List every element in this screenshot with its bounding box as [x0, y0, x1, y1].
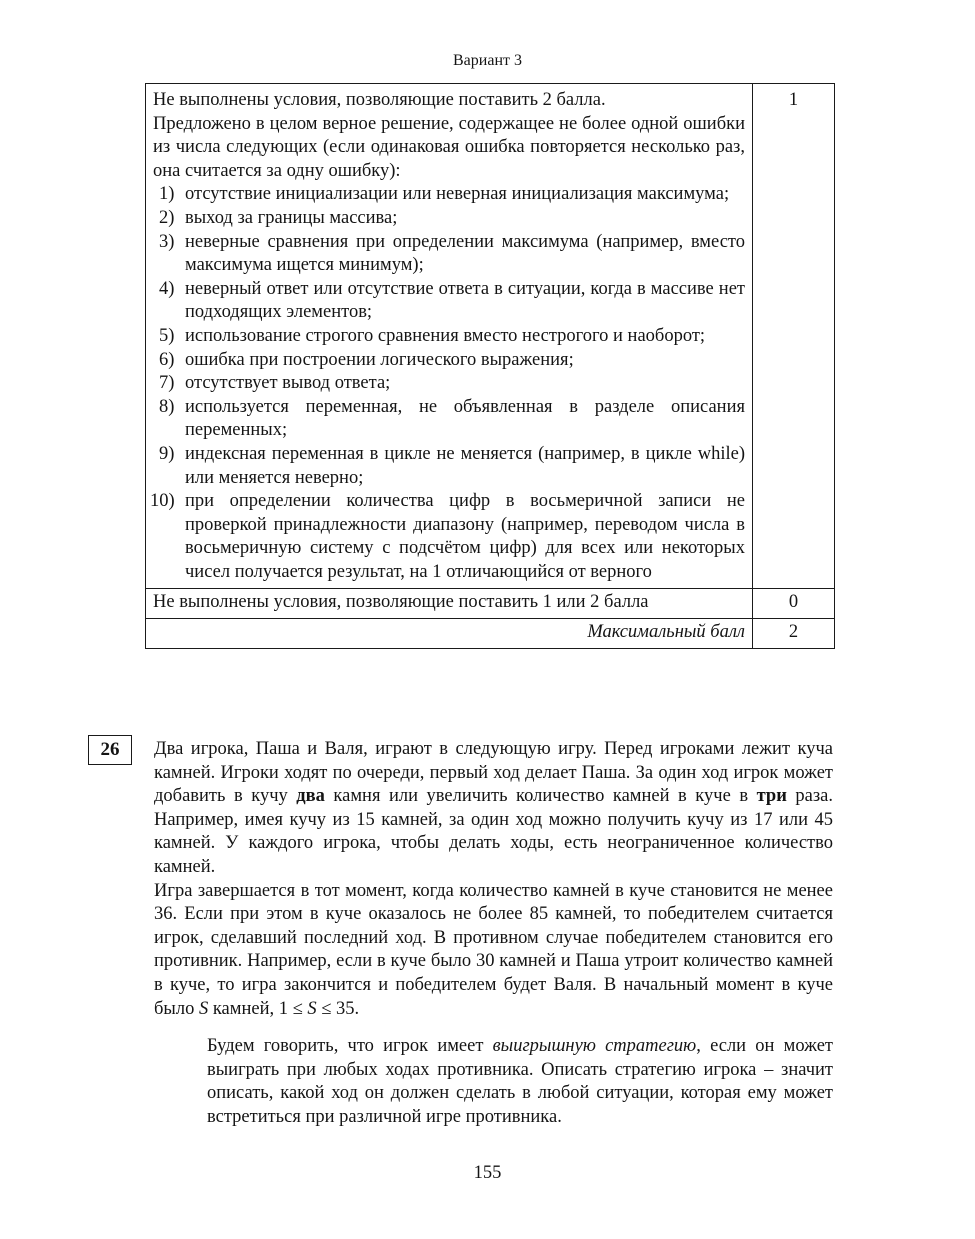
error-number: 8) — [159, 396, 175, 417]
task-paragraph-strategy — [207, 1035, 833, 1129]
error-item — [153, 372, 745, 396]
criteria-row-1-point — [146, 84, 835, 589]
error-number: 5) — [159, 325, 175, 346]
error-number: 10) — [150, 491, 175, 512]
text-run: камней, 1 ≤ — [208, 998, 308, 1019]
task-statement — [154, 738, 833, 1130]
error-list — [150, 183, 745, 584]
error-item — [153, 183, 745, 207]
text-run: Игра завершается в тот момент, когда количество камней в куче становится не менее 36. Если при этом в куче оказалось не более 85 камней, то победителем считается игрок, сделавший последний ход. В противном случае победителем становится его противник. Например, если в куче было 30 камней и Паша утроит количество камней в куче, то игра закончится и победителем будет Валя. В начальный момент в куче было — [154, 880, 833, 1019]
error-item — [153, 278, 745, 325]
error-number: 6) — [159, 349, 175, 370]
variable-s: S — [307, 998, 317, 1019]
page-header: Вариант 3 — [453, 52, 522, 69]
error-text: неверный ответ или отсутствие ответа в ситуации, когда в массиве нет подходящих элементов; — [185, 278, 745, 323]
criteria-description: Не выполнены условия, позволяющие поставить 1 или 2 балла — [146, 589, 753, 619]
error-text: отсутствие инициализации или неверная инициализация максимума; — [185, 184, 730, 205]
error-text: отсутствует вывод ответа; — [185, 373, 391, 394]
error-text: при определении количества цифр в восьмеричной записи не проверкой принадлежности диапазону (например, переводом числа в восьмеричную систему с подсчётом цифр) для всех или некоторых чисел получается результат, на 1 отличающийся от верного — [185, 491, 745, 582]
error-text: используется переменная, не объявленная в разделе описания переменных; — [185, 396, 745, 441]
text-run: раза. Например, имея кучу из 15 камней, за один ход можно получить кучу из 17 или 45 камней. У каждого игрока, чтобы делать ходы, есть неограниченное количество камней. — [154, 786, 833, 877]
error-item — [153, 207, 745, 231]
error-number: 2) — [159, 207, 175, 228]
error-number: 7) — [159, 373, 175, 394]
criteria-row-0-points — [146, 589, 835, 619]
page-number: 155 — [473, 1163, 502, 1183]
criteria-description — [146, 84, 753, 589]
criteria-row-max — [146, 619, 835, 649]
criteria-score: 0 — [753, 589, 835, 619]
error-item — [153, 325, 745, 349]
criteria-score: 1 — [753, 84, 835, 589]
variable-s: S — [198, 998, 209, 1019]
error-number: 3) — [159, 231, 175, 252]
text-run: Будем говорить, что игрок имеет — [207, 1036, 493, 1057]
error-number: 9) — [159, 443, 175, 464]
criteria-intro-text: Предложено в целом верное решение, содержащее не более одной ошибки из числа следующих (если одинаковая ошибка повторяется несколько раз, она считается за одну ошибку): — [153, 113, 745, 181]
bold-word: три — [756, 786, 787, 807]
italic-term: выигрышную стратегию — [492, 1036, 697, 1057]
criteria-table — [145, 83, 835, 649]
error-text: использование строгого сравнения вместо нестрогого и наоборот; — [185, 325, 706, 346]
text-run: ≤ 35. — [316, 998, 360, 1019]
error-item — [153, 396, 745, 443]
error-item — [153, 231, 745, 278]
text-run: Два игрока, Паша и Валя, играют в следующую игру. Перед игроками лежит куча камней. Игроки ходят по очереди, первый ход делает Паша. За один ход игрок может добавить в кучу — [154, 739, 833, 807]
text-run: , если он может выиграть при любых ходах противника. Описать стратегию игрока – значит описать, какой ход он должен сделать в любой ситуации, которая ему может встретиться при различной игре противника. — [207, 1036, 833, 1127]
error-text: индексная переменная в цикле не меняется (например, в цикле while) или меняется неверно; — [185, 443, 745, 488]
max-score-label: Максимальный балл — [146, 619, 753, 649]
error-text: неверные сравнения при определении максимума (например, вместо максимума ищется минимум); — [185, 231, 745, 276]
error-text: выход за границы массива; — [185, 207, 398, 228]
error-item — [153, 349, 745, 373]
task-paragraph-ending — [154, 880, 833, 1022]
error-item — [153, 443, 745, 490]
task-number: 26 — [88, 735, 132, 765]
text-run: камня или увеличить количество камней в куче в — [324, 786, 757, 807]
error-number: 1) — [159, 184, 175, 205]
bold-word: два — [296, 786, 325, 807]
task-paragraph-rules — [154, 738, 833, 880]
error-number: 4) — [159, 278, 175, 299]
error-item — [150, 490, 745, 584]
criteria-intro-line: Не выполнены условия, позволяющие поставить 2 балла. — [153, 90, 606, 110]
error-text: ошибка при построении логического выражения; — [185, 349, 574, 370]
max-score-value: 2 — [753, 619, 835, 649]
